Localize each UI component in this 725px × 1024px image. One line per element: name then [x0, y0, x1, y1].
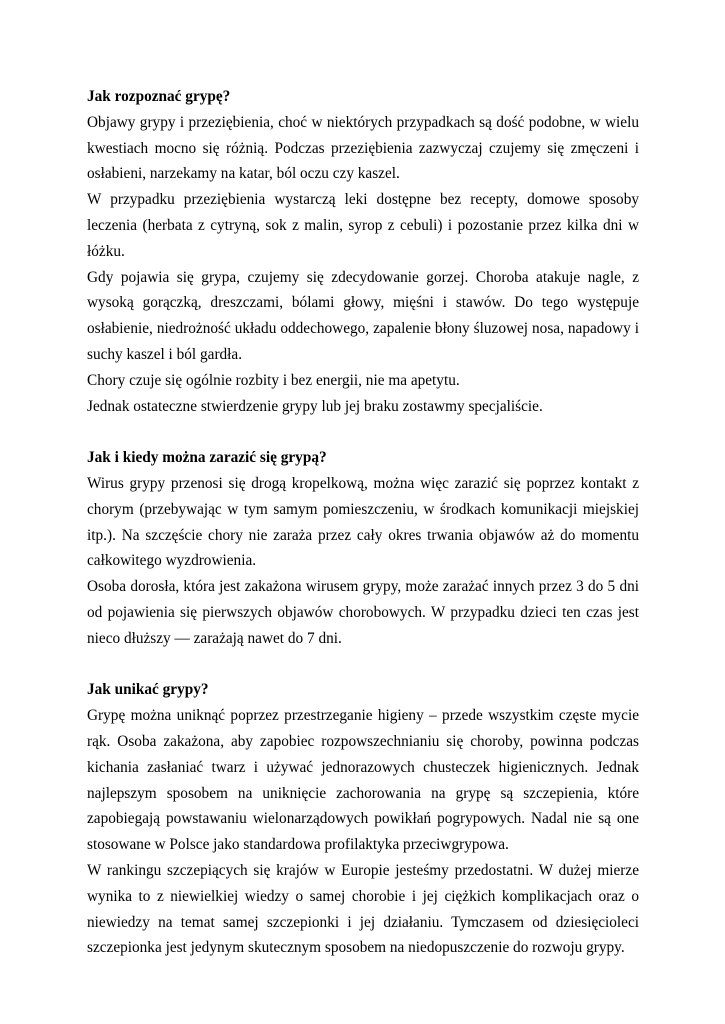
document-body: [87, 84, 639, 961]
paragraph: Gdy pojawia się grypa, czujemy się zdecydowanie gorzej. Choroba atakuje nagle, z wysoką gorączką, dreszczami, bólami głowy, mięśni i stawów. Do tego występuje osłabienie, niedrożność układu oddechowego, zapalenie błony śluzowej nosa, napadowy i suchy kaszel i ból gardła.: [87, 268, 639, 363]
section-flu-prevention: [87, 677, 639, 961]
paragraph: W rankingu szczepiących się krajów w Europie jesteśmy przedostatni. W dużej mierze wynika to z niewielkiej wiedzy o samej chorobie i jej ciężkich komplikacjach oraz o niewiedzy na temat samej szczepionki i jej działaniu. Tymczasem od dziesięcioleci szczepionka jest jedynym skutecznym sposobem na niedopuszczenie do rozwoju grypy.: [87, 861, 639, 957]
paragraph: W przypadku przeziębienia wystarczą leki dostępne bez recepty, domowe sposoby leczenia (herbata z cytryną, sok z malin, syrop z cebuli) i pozostanie przez kilka dni w łóżku.: [87, 191, 639, 260]
section-flu-transmission: [87, 445, 639, 651]
section-heading: Jak rozpoznać grypę?: [87, 88, 231, 105]
paragraph: Jednak ostateczne stwierdzenie grypy lub jej braku zostawmy specjaliście.: [87, 397, 543, 415]
section-heading: Jak i kiedy można zarazić się grypą?: [87, 449, 327, 467]
paragraph: Chory czuje się ogólnie rozbity i bez energii, nie ma apetytu.: [87, 371, 460, 389]
section-heading: Jak unikać grypy?: [87, 681, 209, 699]
paragraph: Wirus grypy przenosi się drogą kropelkową, można więc zarazić się poprzez kontakt z chorym (przebywając w tym samym pomieszczeniu, w środkach komunikacji miejskiej itp.). Na szczęście chory nie zaraża przez cały okres trwania objawów aż do momentu całkowitego wyzdrowienia.: [87, 474, 639, 570]
section-flu-recognition: [87, 84, 639, 419]
paragraph: Grypę można uniknąć poprzez przestrzeganie higieny – przede wszystkim częste mycie rąk. Osoba zakażona, aby zapobiec rozpowszechnianiu się choroby, powinna podczas kichania zasłaniać twarz i używać jednorazowych chusteczek higienicznych. Jednak najlepszym sposobem na uniknięcie zachorowania na grypę są szczepienia, które zapobiegają powstawaniu wielonarządowych powikłań pogrypowych. Nadal nie są one stosowane w Polsce jako standardowa profilaktyka przeciwgrypowa.: [87, 707, 639, 854]
paragraph: Osoba dorosła, która jest zakażona wirusem grypy, może zarażać innych przez 3 do 5 dni od pojawienia się pierwszych objawów chorobowych. W przypadku dzieci ten czas jest nieco dłuższy — zarażają nawet do 7 dni.: [87, 578, 639, 647]
paragraph: Objawy grypy i przeziębienia, choć w niektórych przypadkach są dość podobne, w wielu kwestiach mocno się różnią. Podczas przeziębienia zazwyczaj czujemy się zmęczeni i osłabieni, narzekamy na katar, ból oczu czy kaszel.: [87, 113, 639, 183]
